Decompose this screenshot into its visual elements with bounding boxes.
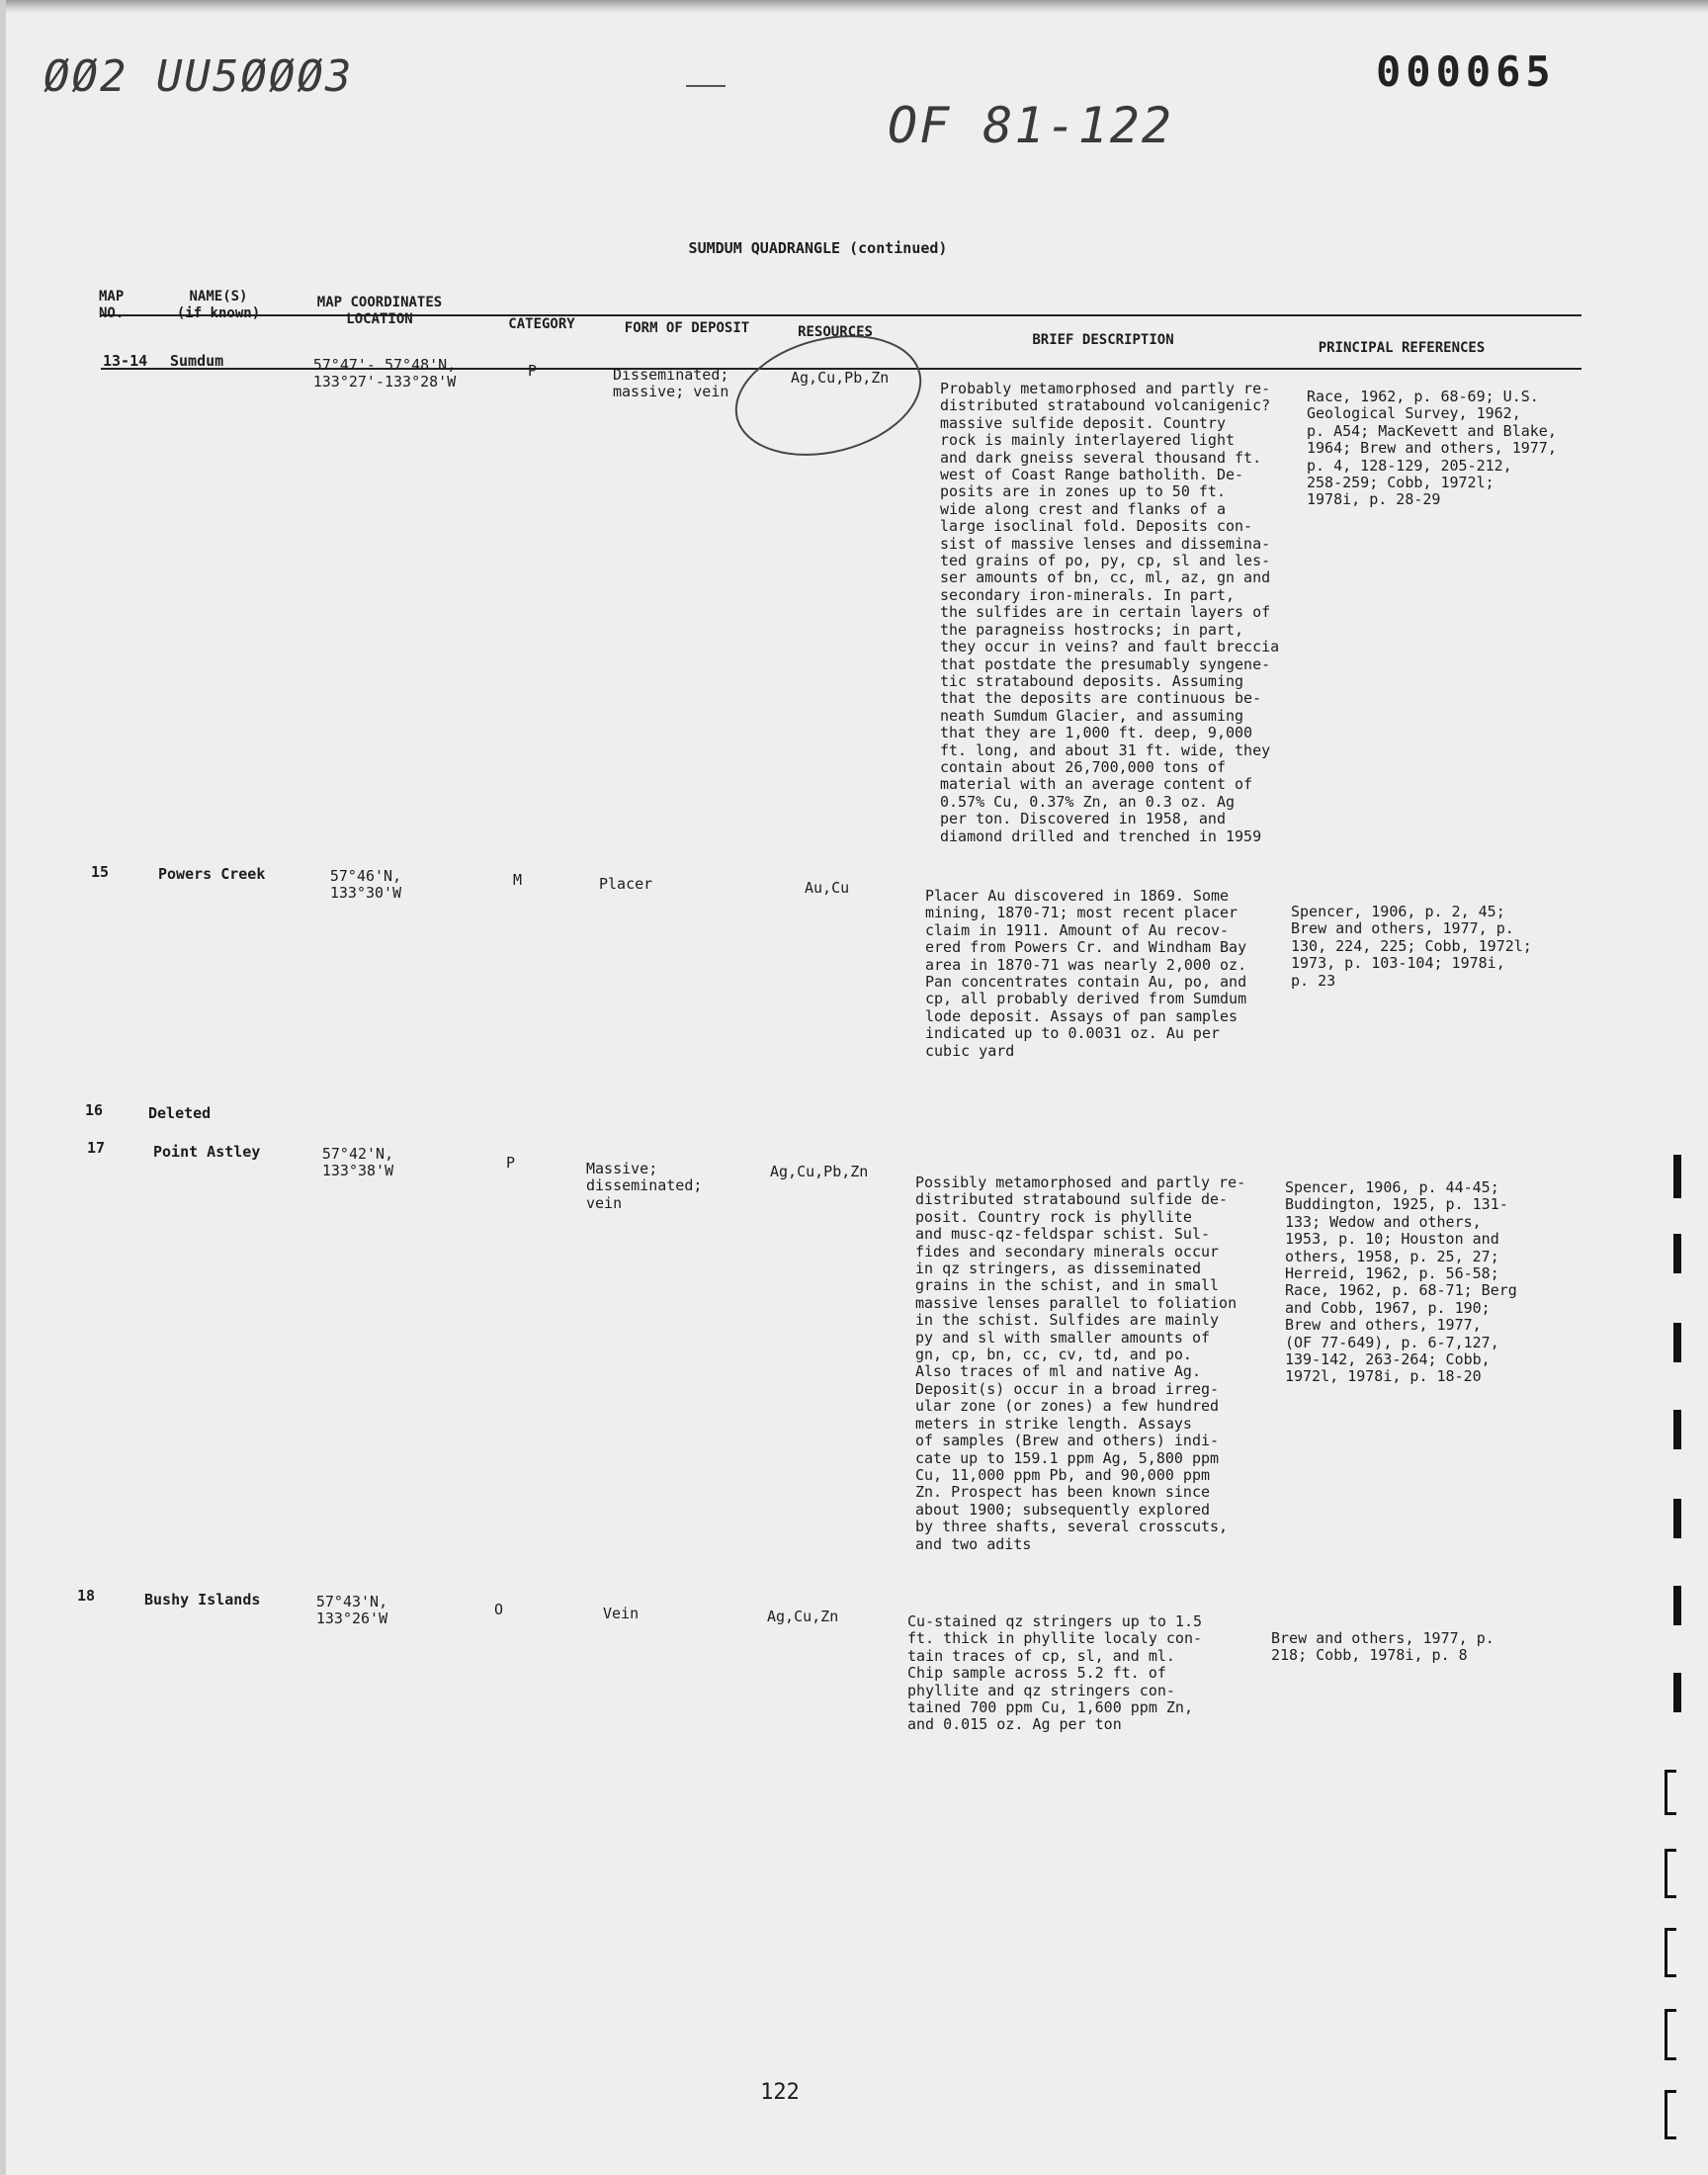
scan-edge-bracket [1665, 1849, 1676, 1898]
brief-description: Cu-stained qz stringers up to 1.5 ft. thick in phyllite localy con- tain traces of cp, sl, and ml. Chip sample across 5.2 ft. of phyllite and qz stringers con- tained 700 ppm Cu, 1,600 ppm Zn, and 0.015 oz. Ag per ton [907, 1612, 1203, 1734]
principal-references: Brew and others, 1977, p. 218; Cobb, 1978i, p. 8 [1271, 1629, 1494, 1665]
scan-edge-mark [1673, 1586, 1681, 1625]
category: M [513, 871, 523, 889]
map-number: 18 [77, 1587, 96, 1605]
map-number: 15 [91, 863, 110, 881]
map-coordinates: 57°47'- 57°48'N, 133°27'-133°28'W [312, 356, 457, 392]
scan-edge-mark [1673, 1673, 1681, 1712]
handwritten-id-number: ØØ2 UU5ØØØ3 [43, 51, 354, 102]
resources: Ag,Cu,Zn [767, 1608, 839, 1625]
principal-references: Spencer, 1906, p. 2, 45; Brew and others, 1977, p. 130, 224, 225; Cobb, 1972l; 1973, p. 103-104; 1978i, p. 23 [1291, 903, 1532, 990]
form-of-deposit: Placer [599, 875, 653, 893]
scan-edge-mark [1673, 1234, 1681, 1273]
stamp-number: 000065 [1376, 47, 1556, 96]
form-of-deposit: Disseminated; massive; vein [613, 366, 729, 401]
category: P [528, 362, 538, 380]
scan-edge-bracket [1665, 1928, 1676, 1977]
scan-edge-mark [1673, 1155, 1681, 1198]
principal-references: Race, 1962, p. 68-69; U.S. Geological Survey, 1962, p. A54; MacKevett and Blake, 1964; Brew and others, 1977, p. 4, 128-129, 205-212, 258-259; Cobb, 1972l; 1978i, p. 28-29 [1307, 388, 1557, 509]
map-coordinates: 57°46'N, 133°30'W [329, 867, 402, 903]
scan-edge-bracket [1665, 2090, 1676, 2139]
scan-edge-bracket [1665, 1770, 1676, 1815]
scan-left-edge [0, 0, 6, 2175]
map-coordinates: 57°42'N, 133°38'W [321, 1145, 394, 1180]
category: O [494, 1601, 504, 1618]
brief-description: Placer Au discovered in 1869. Some mining, 1870-71; most recent placer claim in 1911. Amount of Au recov- ered from Powers Cr. and Windham Bay area in 1870-71 was nearly 2,000 oz. Pan concentrates contain Au, po, and cp, all probably derived from Sumdum lode deposit. Assays of pan samples indicated up to 0.0031 oz. Au per cubic yard [925, 887, 1247, 1060]
map-number: 13-14 [103, 352, 148, 370]
map-number: 17 [87, 1139, 106, 1157]
brief-description: Probably metamorphosed and partly re- distributed stratabound volcanigenic? massive sulfide deposit. Country rock is mainly interlayered light and dark gneiss several thousand ft. west of Coast Range batholith. De- posits are in zones up to 50 ft. wide along crest and flanks of a large isoclinal fold. Deposits con- sist of massive lenses and dissemina- ted grains of po, py, cp, sl and les- ser amounts of bn, cc, ml, az, gn and secondary iron-minerals. In part, the sulfides are in certain layers of the paragneiss hostrocks; in part, they occur in veins? and fault breccia that postdate the presumably syngene- tic stratabound deposits. Assuming that the deposits are continuous be- neath Sumdum Glacier, and assuming that they are 1,000 ft. deep, 9,000 ft. long, and about 31 ft. wide, they contain about 26,700,000 tons of material with an average content of 0.57% Cu, 0.37% Zn, an 0.3 oz. Ag per ton. Discovered in 1958, and diamond drilled and trenched in 1959 [940, 380, 1280, 845]
scan-edge-bracket [1665, 2009, 1676, 2060]
brief-description: Possibly metamorphosed and partly re- distributed stratabound sulfide de- posit. Country rock is phyllite and musc-qz-feldspar schist. Sul- fides and secondary minerals occur in qz stringers, as disseminated grains in the schist, and in small massive lenses parallel to foliation in the schist. Sulfides are mainly py and sl with smaller amounts of gn, cp, bn, cc, cv, td, and po. Also traces of ml and native Ag. Deposit(s) occur in a broad irreg- ular zone (or zones) a few hundred meters in strike length. Assays of samples (Brew and others) indi- cate up to 159.1 ppm Ag, 5,800 ppm Cu, 11,000 ppm Pb, and 90,000 ppm Zn. Prospect has been known since about 1900; subsequently explored by three shafts, several crosscuts, and two adits [915, 1174, 1246, 1553]
handwritten-dash [686, 85, 726, 87]
deposit-name: Bushy Islands [144, 1591, 261, 1609]
scan-edge-mark [1673, 1499, 1681, 1538]
page-title: SUMDUM QUADRANGLE (continued) [688, 239, 948, 257]
category: P [506, 1154, 516, 1172]
header-principal-references: PRINCIPAL REFERENCES [1318, 340, 1486, 356]
form-of-deposit: Vein [603, 1605, 640, 1622]
scan-edge-mark [1673, 1410, 1681, 1449]
header-map-no: MAP NO. [99, 289, 125, 321]
deposit-name: Point Astley [153, 1143, 261, 1161]
header-names: NAME(S) (if known) [176, 289, 261, 321]
map-number: 16 [85, 1101, 104, 1119]
header-category: CATEGORY [508, 316, 575, 332]
principal-references: Spencer, 1906, p. 44-45; Buddington, 1925, p. 131- 133; Wedow and others, 1953, p. 10; Houston and others, 1958, p. 25, 27; Herreid, 1962, p. 56-58; Race, 1962, p. 68-71; Berg and Cobb, 1967, p. 190; Brew and others, 1977, (OF 77-649), p. 6-7,127, 139-142, 263-264; Cobb, 1972l, 1978i, p. 18-20 [1285, 1178, 1517, 1386]
header-coordinates: MAP COORDINATES LOCATION [316, 295, 443, 327]
deposit-name: Sumdum [170, 352, 224, 370]
header-resources: RESOURCES [798, 324, 873, 340]
form-of-deposit: Massive; disseminated; vein [586, 1160, 703, 1212]
handwritten-circle-mark [723, 316, 934, 474]
deposit-name: Deleted [148, 1104, 212, 1122]
resources: Au,Cu [805, 879, 850, 897]
handwritten-open-file-number: OF 81-122 [888, 97, 1173, 154]
map-coordinates: 57°43'N, 133°26'W [315, 1593, 388, 1628]
header-form-of-deposit: FORM OF DEPOSIT [624, 320, 750, 336]
resources: Ag,Cu,Pb,Zn [791, 369, 890, 387]
scan-edge-mark [1673, 1323, 1681, 1362]
resources: Ag,Cu,Pb,Zn [770, 1163, 869, 1180]
page-number: 122 [760, 2080, 800, 2105]
scan-top-edge [0, 0, 1708, 14]
header-brief-description: BRIEF DESCRIPTION [1032, 332, 1174, 348]
deposit-name: Powers Creek [158, 865, 266, 883]
